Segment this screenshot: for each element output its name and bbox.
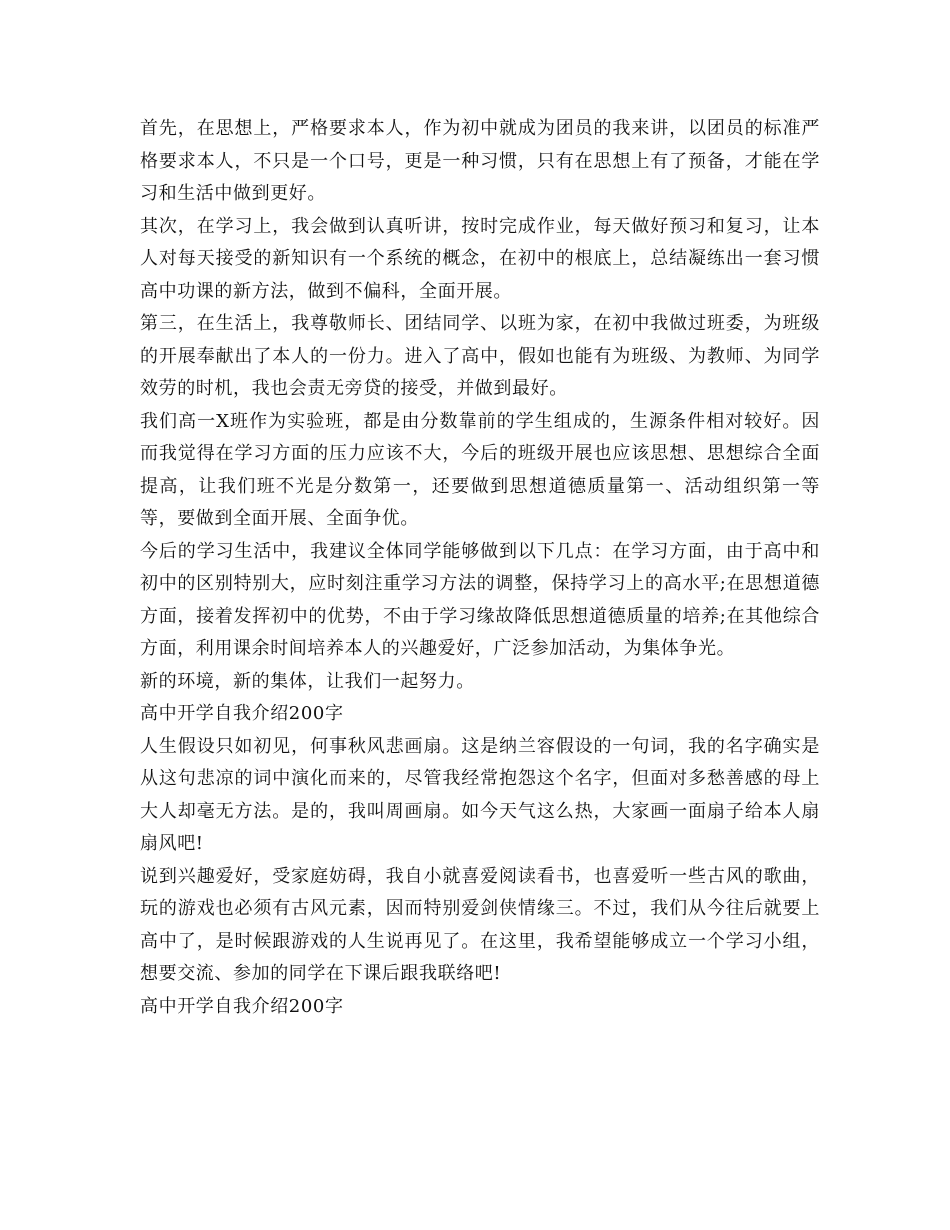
document-body [140,113,820,1023]
section-heading-1: 高中开学自我介绍200字 [140,703,344,724]
paragraph-4: 我们高一X班作为实验班，都是由分数靠前的学生组成的，生源条件相对较好。因而我觉得在学习方面的压力应该不大，今后的班级开展也应该思想、思想综合全面提高，让我们班不光是分数第一，还要做到思想道德质量第一、活动组织第一等等，要做到全面开展、全面争优。 [140,410,820,529]
paragraph-3: 第三，在生活上，我尊敬师长、团结同学、以班为家，在初中我做过班委，为班级的开展奉献出了本人的一份力。进入了高中，假如也能有为班级、为教师、为同学效劳的时机，我也会责无旁贷的接受，并做到最好。 [140,313,820,399]
paragraph-6: 新的环境，新的集体，让我们一起努力。 [140,670,475,692]
paragraph-1: 首先，在思想上，严格要求本人，作为初中就成为团员的我来讲，以团员的标准严格要求本人，不只是一个口号，更是一种习惯，只有在思想上有了预备，才能在学习和生活中做到更好。 [140,118,820,204]
paragraph-2: 其次，在学习上，我会做到认真听讲，按时完成作业，每天做好预习和复习，让本人对每天接受的新知识有一个系统的概念，在初中的根底上，总结凝练出一套习惯高中功课的新方法，做到不偏科，全面开展。 [140,215,820,302]
paragraph-8: 说到兴趣爱好，受家庭妨碍，我自小就喜爱阅读看书，也喜爱听一些古风的歌曲，玩的游戏也必须有古风元素，因而特别爱剑侠情缘三。不过，我们从今往后就要上高中了，是时候跟游戏的人生说再见了。在这里，我希望能够成立一个学习小组，想要交流、参加的同学在下课后跟我联络吧! [140,865,820,984]
paragraph-5: 今后的学习生活中，我建议全体同学能够做到以下几点：在学习方面，由于高中和初中的区别特别大，应时刻注重学习方法的调整，保持学习上的高水平;在思想道德方面，接着发挥初中的优势，不由于学习缘故降低思想道德质量的培养;在其他综合方面，利用课余时间培养本人的兴趣爱好，广泛参加活动，为集体争光。 [140,540,820,659]
section-heading-2: 高中开学自我介绍200字 [140,995,344,1017]
paragraph-7: 人生假设只如初见，何事秋风悲画扇。这是纳兰容假设的一句词，我的名字确实是从这句悲凉的词中演化而来的，尽管我经常抱怨这个名字，但面对多愁善感的母上大人却毫无方法。是的，我叫周画扇。如今天气这么热，大家画一面扇子给本人扇扇风吧! [140,735,820,854]
